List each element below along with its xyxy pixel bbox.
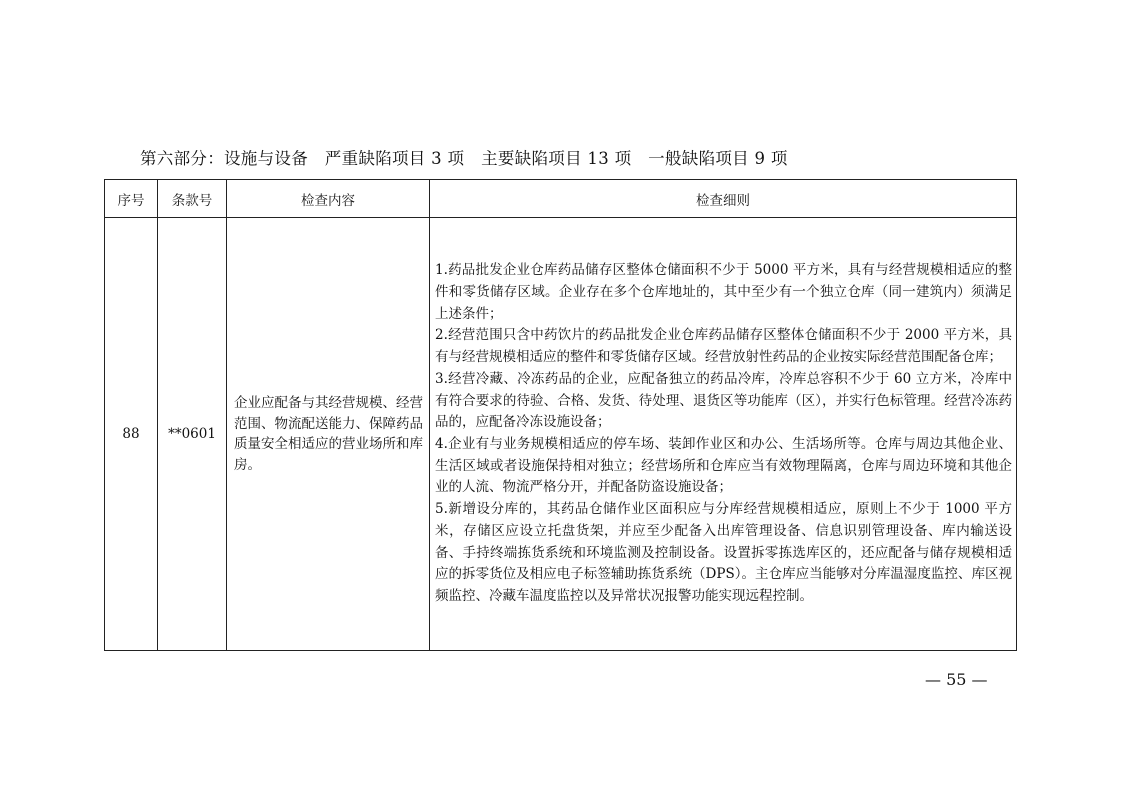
header-seq: 序号 xyxy=(117,192,145,209)
header-rules: 检查细则 xyxy=(696,192,750,209)
rule-item: 4.企业有与业务规模相适应的停车场、装卸作业区和办公、生活场所等。仓库与周边其他企业、生活区域或者设施保持相对独立；经营场所和仓库应当有效物理隔离，仓库与周边环境和其他企业的人流、物流严格分开，并配备防盗设施设备； xyxy=(435,436,1012,496)
header-content: 检查内容 xyxy=(301,192,355,209)
section-heading: 第六部分：设施与设备 严重缺陷项目 3 项 主要缺陷项目 13 项 一般缺陷项目 9 项 xyxy=(140,149,788,168)
page-number: — 55 — xyxy=(925,670,988,689)
rule-item: 3.经营冷藏、冷冻药品的企业，应配备独立的药品冷库，冷库总容积不少于 60 立方米，冷库中有符合要求的待验、合格、发货、待处理、退货区等功能库（区），并实行色标管理。经营冷冻药品的，应配备冷冻设施设备； xyxy=(435,370,1012,431)
cell-rules xyxy=(430,218,1016,650)
cell-clause: **0601 xyxy=(168,426,216,442)
rule-item: 5.新增设分库的，其药品仓储作业区面积应与分库经营规模相适应，原则上不少于 1000 平方米，存储区应设立托盘货架，并应至少配备入出库管理设备、信息识别管理设备、库内输送设备、手持终端拣货系统和环境监测及控制设备。设置拆零拣选库区的，还应配备与储存规模相适应的拆零货位及相应电子标签辅助拣货系统（DPS）。主仓库应当能够对分库温湿度监控、库区视频监控、冷藏车温度监控以及异常状况报警功能实现远程控制。 xyxy=(435,501,1012,604)
header-clause: 条款号 xyxy=(171,192,213,209)
inspection-table xyxy=(104,179,1017,651)
rule-item: 1.药品批发企业仓库药品储存区整体仓储面积不少于 5000 平方米，具有与经营规模相适应的整件和零货储存区域。企业存在多个仓库地址的，其中至少有一个独立仓库（同一建筑内）须满足上述条件； xyxy=(435,262,1012,322)
content-text: 企业应配备与其经营规模、经营范围、物流配送能力、保障药品质量安全相适应的营业场所和库房。 xyxy=(234,395,423,473)
rule-item: 2.经营范围只含中药饮片的药品批发企业仓库药品储存区整体仓储面积不少于 2000 平方米，具有与经营规模相适应的整件和零货储存区域。经营放射性药品的企业按实际经营范围配备仓库； xyxy=(435,327,1012,366)
cell-content xyxy=(227,218,429,650)
cell-seq: 88 xyxy=(122,426,140,442)
rules-list xyxy=(430,260,1016,607)
